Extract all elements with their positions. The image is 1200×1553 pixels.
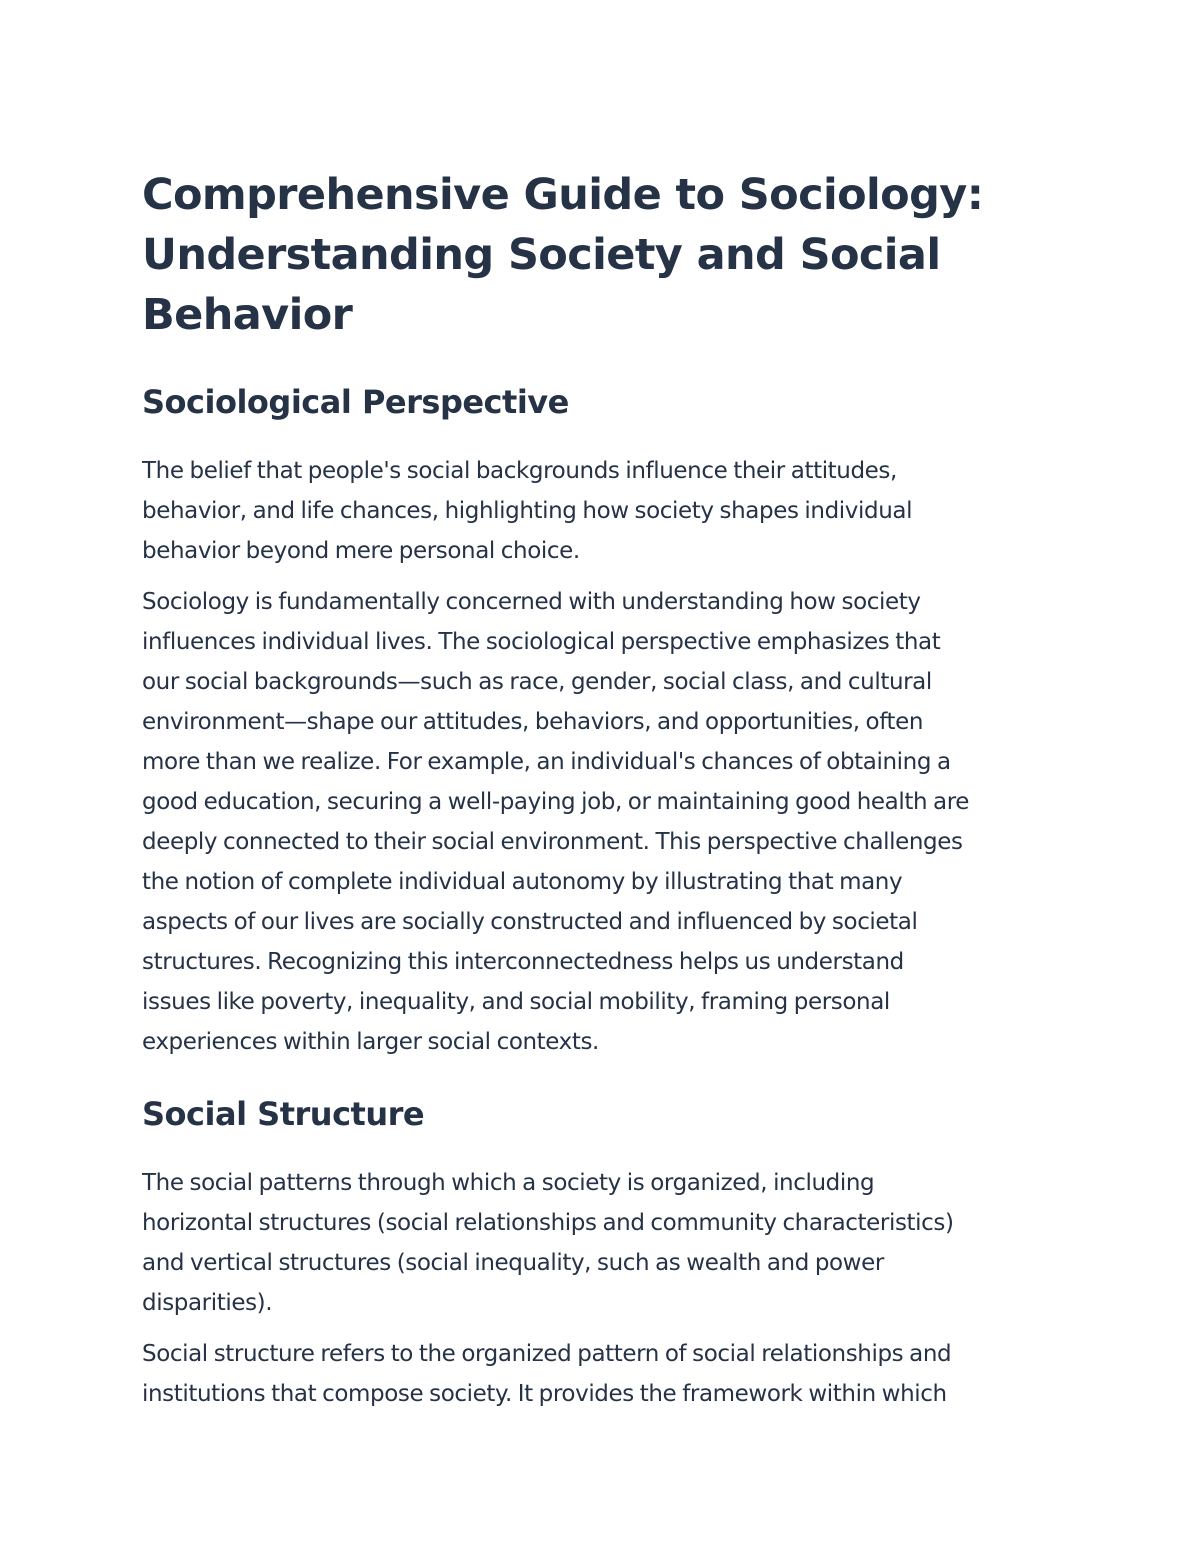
- document-title: [142, 165, 1062, 345]
- text-line: aspects of our lives are socially constructed and influenced by societal: [142, 909, 918, 935]
- text-line: The social patterns through which a society is organized, including: [142, 1170, 875, 1196]
- document-page: [142, 165, 1062, 1414]
- text-line: Social structure refers to the organized pattern of social relationships and: [142, 1341, 952, 1367]
- text-line: disparities).: [142, 1290, 273, 1316]
- definition-paragraph: [142, 451, 1062, 571]
- title-line: Behavior: [142, 290, 353, 340]
- definition-paragraph: [142, 1163, 1062, 1323]
- text-line: The belief that people's social backgrounds influence their attitudes,: [142, 458, 897, 484]
- body-paragraph: [142, 582, 1062, 1062]
- text-line: Sociology is fundamentally concerned with understanding how society: [142, 589, 921, 615]
- text-line: behavior, and life chances, highlighting how society shapes individual: [142, 498, 913, 524]
- section-heading: Sociological Perspective: [142, 383, 569, 421]
- title-line: Comprehensive Guide to Sociology:: [142, 170, 984, 220]
- text-line: our social backgrounds—such as race, gender, social class, and cultural: [142, 669, 932, 695]
- section-sociological-perspective: [142, 380, 1062, 1062]
- text-line: good education, securing a well-paying job, or maintaining good health are: [142, 789, 970, 815]
- text-line: deeply connected to their social environment. This perspective challenges: [142, 829, 963, 855]
- text-line: influences individual lives. The sociological perspective emphasizes that: [142, 629, 941, 655]
- text-line: environment—shape our attitudes, behaviors, and opportunities, often: [142, 709, 924, 735]
- section-social-structure: [142, 1092, 1062, 1414]
- text-line: behavior beyond mere personal choice.: [142, 538, 580, 564]
- text-line: experiences within larger social contexts.: [142, 1029, 599, 1055]
- text-line: institutions that compose society. It provides the framework within which: [142, 1381, 947, 1407]
- title-line: Understanding Society and Social: [142, 230, 941, 280]
- body-paragraph: [142, 1334, 1062, 1414]
- text-line: more than we realize. For example, an individual's chances of obtaining a: [142, 749, 951, 775]
- text-line: the notion of complete individual autonomy by illustrating that many: [142, 869, 903, 895]
- text-line: structures. Recognizing this interconnectedness helps us understand: [142, 949, 904, 975]
- text-line: horizontal structures (social relationships and community characteristics): [142, 1210, 954, 1236]
- section-heading: Social Structure: [142, 1095, 425, 1133]
- text-line: and vertical structures (social inequality, such as wealth and power: [142, 1250, 884, 1276]
- text-line: issues like poverty, inequality, and social mobility, framing personal: [142, 989, 890, 1015]
